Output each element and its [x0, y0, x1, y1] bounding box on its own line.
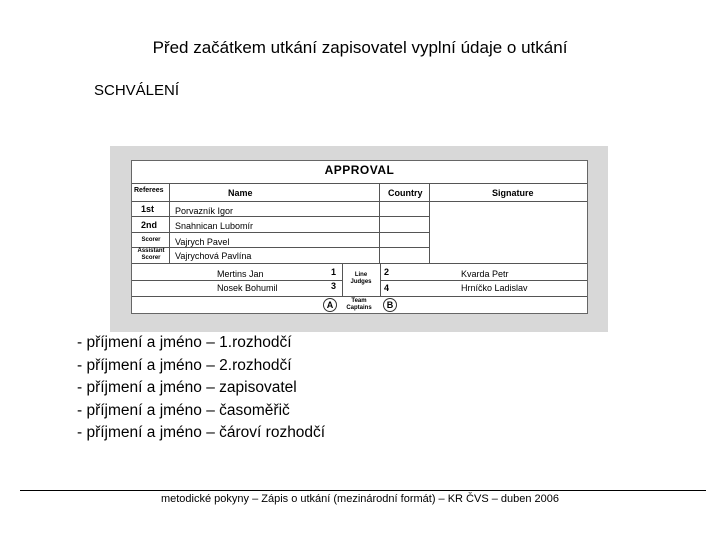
- row-label-scorer: Scorer: [141, 237, 161, 243]
- list-item: - příjmení a jméno – čároví rozhodčí: [77, 424, 326, 441]
- row-label-assistant-scorer: Assistant Scorer: [137, 248, 165, 261]
- entry-scorer: Vajrych Pavel: [175, 237, 230, 247]
- list-item: - příjmení a jméno – 2.rozhodčí: [77, 356, 292, 374]
- instruction-list: [77, 332, 325, 445]
- page-title: Před začátkem utkání zapisovatel vyplní údaje o utkání: [152, 38, 568, 57]
- entry-first-referee: Porvazník Igor: [175, 206, 234, 216]
- row-label-second: 2nd: [141, 220, 158, 230]
- line-judge-number-1: 1: [331, 267, 337, 277]
- team-b-circle: B: [383, 298, 397, 312]
- entry-assistant-scorer: Vajrychová Pavlína: [175, 251, 252, 261]
- list-item: - příjmení a jméno – zapisovatel: [77, 379, 297, 396]
- entry-line-judge-2: Kvarda Petr: [461, 269, 509, 279]
- footer-divider: [20, 490, 706, 491]
- entry-line-judge-1: Mertins Jan: [217, 269, 264, 279]
- list-item: - příjmení a jméno – časoměřič: [77, 401, 290, 419]
- col-referees: Referees: [134, 187, 164, 194]
- line-judges-label: Line Judges: [350, 272, 372, 285]
- approval-sheet: [131, 160, 588, 314]
- entry-line-judge-4: Hrníčko Ladislav: [461, 283, 528, 293]
- team-captains-label: Team Captains: [346, 298, 372, 311]
- entry-line-judge-3: Nosek Bohumil: [217, 283, 278, 293]
- approval-form-image: [110, 146, 608, 332]
- col-name: Name: [228, 188, 253, 198]
- col-signature: Signature: [492, 188, 534, 198]
- line-judge-number-2: 2: [384, 267, 390, 277]
- footer-text: metodické pokyny – Zápis o utkání (mezinárodní formát) – KR ČVS – duben 2006: [160, 493, 560, 505]
- list-item: - příjmení a jméno – 1.rozhodčí: [77, 334, 292, 351]
- line-judge-number-4: 4: [384, 283, 390, 293]
- col-country: Country: [388, 188, 423, 198]
- section-heading: SCHVÁLENÍ: [94, 82, 180, 99]
- row-label-first: 1st: [141, 204, 155, 214]
- team-a-circle: A: [323, 298, 337, 312]
- entry-second-referee: Snahnican Lubomír: [175, 221, 254, 231]
- approval-heading: APPROVAL: [324, 163, 395, 177]
- line-judge-number-3: 3: [331, 281, 337, 291]
